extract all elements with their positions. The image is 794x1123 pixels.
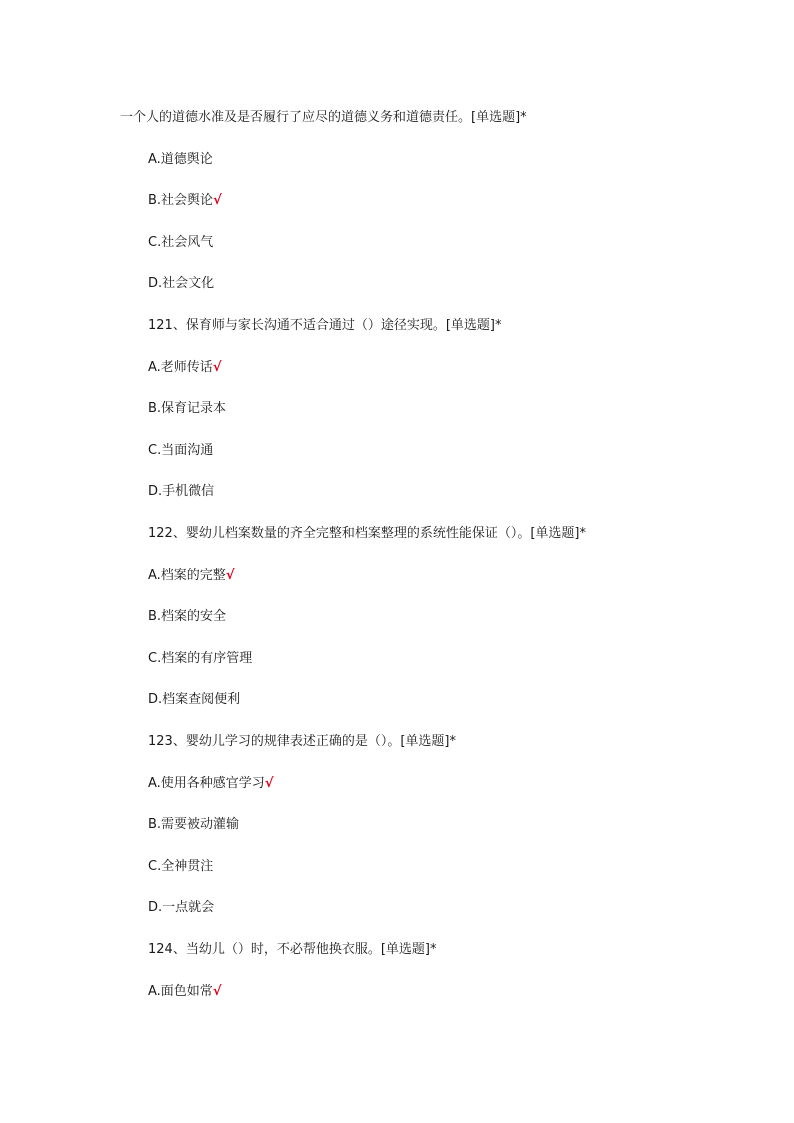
option-d-q123 <box>148 899 214 917</box>
correct-check-icon: √ <box>212 360 222 375</box>
option-d-q121 <box>148 483 214 501</box>
line-text: 124、当幼儿（）时，不必帮他换衣服。[单选题]* <box>148 942 437 957</box>
line-text: A.面色如常 <box>148 984 213 999</box>
line-text: 121、保育师与家长沟通不适合通过（）途径实现。[单选题]* <box>148 318 502 333</box>
question-124 <box>148 941 436 959</box>
option-b-q121 <box>148 400 226 418</box>
option-a-q123 <box>148 775 273 793</box>
option-a-q124 <box>148 983 221 1001</box>
line-text: B.档案的安全 <box>148 609 227 624</box>
line-text: B.社会舆论 <box>148 193 214 208</box>
option-a-q120 <box>148 151 213 169</box>
option-c-q122 <box>148 650 252 668</box>
correct-check-icon: √ <box>212 984 222 999</box>
line-text: A.道德舆论 <box>148 152 213 167</box>
correct-check-icon: √ <box>225 568 235 583</box>
line-text: D.社会文化 <box>148 276 215 291</box>
line-text: B.保育记录本 <box>148 401 227 416</box>
line-text: C.社会风气 <box>148 235 214 250</box>
option-b-q123 <box>148 816 239 834</box>
line-text: B.需要被动灌输 <box>148 817 240 832</box>
line-text: 122、婴幼儿档案数量的齐全完整和档案整理的系统性能保证（）。[单选题]* <box>148 526 586 541</box>
option-b-q120 <box>148 192 222 210</box>
option-a-q122 <box>148 567 234 585</box>
line-text: C.全神贯注 <box>148 859 214 874</box>
line-text: A.档案的完整 <box>148 568 226 583</box>
question-123 <box>148 733 456 751</box>
line-text: D.一点就会 <box>148 900 215 915</box>
option-a-q121 <box>148 359 221 377</box>
line-text: D.手机微信 <box>148 484 215 499</box>
question-122 <box>148 525 586 543</box>
line-text: A.老师传话 <box>148 360 213 375</box>
line-text: A.使用各种感官学习 <box>148 776 265 791</box>
option-c-q121 <box>148 442 213 460</box>
line-text: C.档案的有序管理 <box>148 651 253 666</box>
correct-check-icon: √ <box>213 193 222 208</box>
line-text: 123、婴幼儿学习的规律表述正确的是（）。[单选题]* <box>148 734 456 749</box>
option-c-q123 <box>148 858 213 876</box>
correct-check-icon: √ <box>264 776 274 791</box>
line-text: 一个人的道德水准及是否履行了应尽的道德义务和道德责任。[单选题]* <box>120 110 527 125</box>
option-c-q120 <box>148 234 213 252</box>
line-text: D.档案查阅便利 <box>148 692 241 707</box>
option-b-q122 <box>148 608 226 626</box>
question-stem-continued <box>120 109 527 127</box>
option-d-q122 <box>148 691 240 709</box>
line-text: C.当面沟通 <box>148 443 214 458</box>
question-121 <box>148 317 501 335</box>
option-d-q120 <box>148 275 214 293</box>
